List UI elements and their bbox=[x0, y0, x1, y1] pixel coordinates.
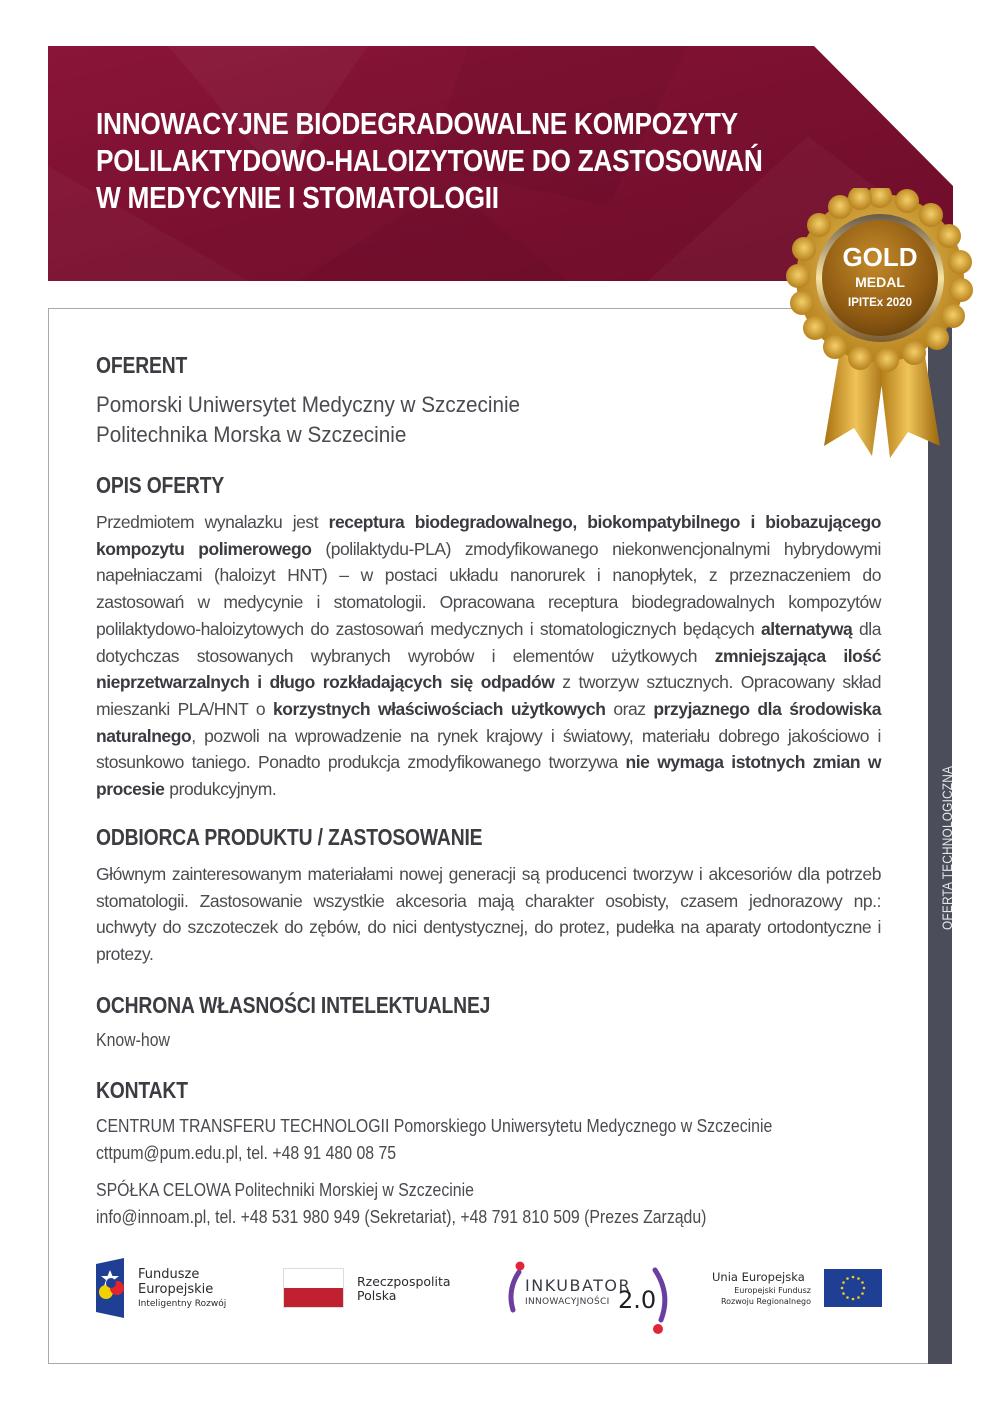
section-heading-odbiorca: ODBIORCA PRODUKTU / ZASTOSOWANIE bbox=[96, 824, 483, 850]
oferent-line: Pomorski Uniwersytet Medyczny w Szczecinie bbox=[96, 392, 521, 417]
eu-flag-icon bbox=[824, 1269, 882, 1307]
section-heading-oferent: OFERENT bbox=[96, 352, 188, 378]
contact-email-phone[interactable]: info@innoam.pl, tel. +48 531 980 949 (Sekretariat), +48 791 810 509 (Prezes Zarządu) bbox=[96, 1207, 707, 1227]
text-segment: produkcyjnym. bbox=[164, 779, 277, 800]
contact-line: CENTRUM TRANSFERU TECHNOLOGII Pomorskiego Uniwersytetu Medycznego w Szczecinie bbox=[96, 1116, 773, 1136]
text-segment: dla dotychczas stosowanych wybranych wyrobów i elementów użytkowych bbox=[96, 618, 881, 666]
side-label bbox=[940, 744, 955, 930]
text-segment-bold: zmniejszająca ilość nieprzetwarzalnych i długo rozkładających się odpadów bbox=[96, 645, 881, 693]
text-segment-bold: alternatywą bbox=[760, 618, 853, 639]
ink-line1: INKUBATOR bbox=[525, 1276, 632, 1295]
gold-medal-badge bbox=[780, 188, 980, 463]
section-heading-ochrona: OCHRONA WŁASNOŚCI INTELEKTUALNEJ bbox=[96, 992, 491, 1018]
title-line: INNOWACYJNE BIODEGRADOWALNE KOMPOZYTY bbox=[96, 107, 738, 141]
text-segment-bold: korzystnych właściwościach użytkowych bbox=[272, 698, 606, 719]
text-segment: , pozwoli na wprowadzenie na rynek krajowy i światowy, materiału dobrego jakościowo i stosunkowo taniego. Ponadto produkcja zmodyfikowanego tworzywa bbox=[96, 725, 881, 773]
fe-line1: Fundusze bbox=[138, 1267, 200, 1282]
ue-line2: Europejski Fundusz bbox=[734, 1286, 811, 1295]
section-heading-opis: OPIS OFERTY bbox=[96, 472, 225, 498]
logo-unia-europejska bbox=[710, 1268, 885, 1310]
oferent-line: Politechnika Morska w Szczecinie bbox=[96, 422, 407, 447]
text-segment-bold: nie wymaga istotnych zmian w procesie bbox=[96, 752, 881, 800]
ink-line2: INNOWACYJNOŚCI bbox=[525, 1297, 610, 1307]
title-line: POLILAKTYDOWO-HALOIZYTOWE DO ZASTOSOWAŃ bbox=[96, 144, 763, 178]
page-title bbox=[96, 106, 763, 217]
ink-version: 2.0 bbox=[618, 1286, 657, 1314]
medal-line-gold: GOLD bbox=[842, 242, 918, 272]
title-line: W MEDYCYNIE I STOMATOLOGII bbox=[96, 181, 499, 215]
medal-icon bbox=[780, 188, 980, 463]
text-segment: oraz bbox=[605, 698, 654, 719]
rp-line2: Polska bbox=[357, 1288, 397, 1303]
medal-line-medal: MEDAL bbox=[855, 274, 905, 290]
logo-fundusze-europejskie bbox=[94, 1258, 254, 1320]
logo-inkubator-innowacyjnosci bbox=[505, 1258, 675, 1340]
ochrona-text: Know-how bbox=[96, 1030, 170, 1050]
fe-line2: Europejskie bbox=[138, 1282, 214, 1297]
contact-line: SPÓŁKA CELOWA Politechniki Morskiej w Szczecinie bbox=[96, 1180, 474, 1200]
polish-flag-icon bbox=[283, 1268, 344, 1308]
contact-email-phone[interactable]: cttpum@pum.edu.pl, tel. +48 91 480 08 75 bbox=[96, 1143, 397, 1163]
text-segment-bold: receptura biodegradowalnego, biokompatybilnego i biobazującego kompozytu polimerowego bbox=[96, 512, 882, 559]
odbiorca-paragraph: Głównym zainteresowanym materiałami nowej generacji są producenci tworzyw i akcesoriów dla potrzeb stomatologii. Zastosowanie wszystkie akcesoria mają charakter osobisty, czasem jednorazowy np.: uchwyty do szczoteczek do zębów, do nici dentystycznej, do protez, pudełka na aparaty ortodontyczne i protezy. bbox=[96, 864, 881, 965]
ue-line3: Rozwoju Regionalnego bbox=[720, 1297, 811, 1306]
text-segment: Przedmiotem wynalazku jest bbox=[96, 512, 329, 532]
section-heading-kontakt: KONTAKT bbox=[96, 1077, 188, 1103]
text-segment: z tworzyw sztucznych. Opracowany skład mieszanki PLA/HNT o bbox=[96, 672, 881, 719]
ue-line1: Unia Europejska bbox=[712, 1270, 805, 1284]
rp-line1: Rzeczpospolita bbox=[357, 1274, 451, 1289]
medal-line-event: IPITEx 2020 bbox=[848, 297, 912, 309]
opis-paragraph bbox=[96, 509, 881, 803]
fe-emblem-icon bbox=[94, 1258, 126, 1318]
text-segment: (polilaktydu-PLA) zmodyfikowanego niekonwencjonalnymi hybrydowymi napełniaczami (haloizyt HNT) – w postaci układu nanorurek i nanopłytek, z przeznaczeniem do zastosowań w medycynie i stomatologii. Opracowana receptura biodegradowalnych kompozytów polilaktydowo-haloizytowych do zastosowań medycznych i stomatologicznych będących bbox=[96, 538, 881, 639]
logo-rzeczpospolita-polska bbox=[283, 1268, 473, 1312]
fe-line3: Inteligentny Rozwój bbox=[138, 1299, 227, 1309]
text-segment-bold: przyjaznego dla środowiska naturalnego bbox=[96, 698, 881, 746]
side-label-text: OFERTA TECHNOLOGICZNA bbox=[940, 765, 955, 930]
